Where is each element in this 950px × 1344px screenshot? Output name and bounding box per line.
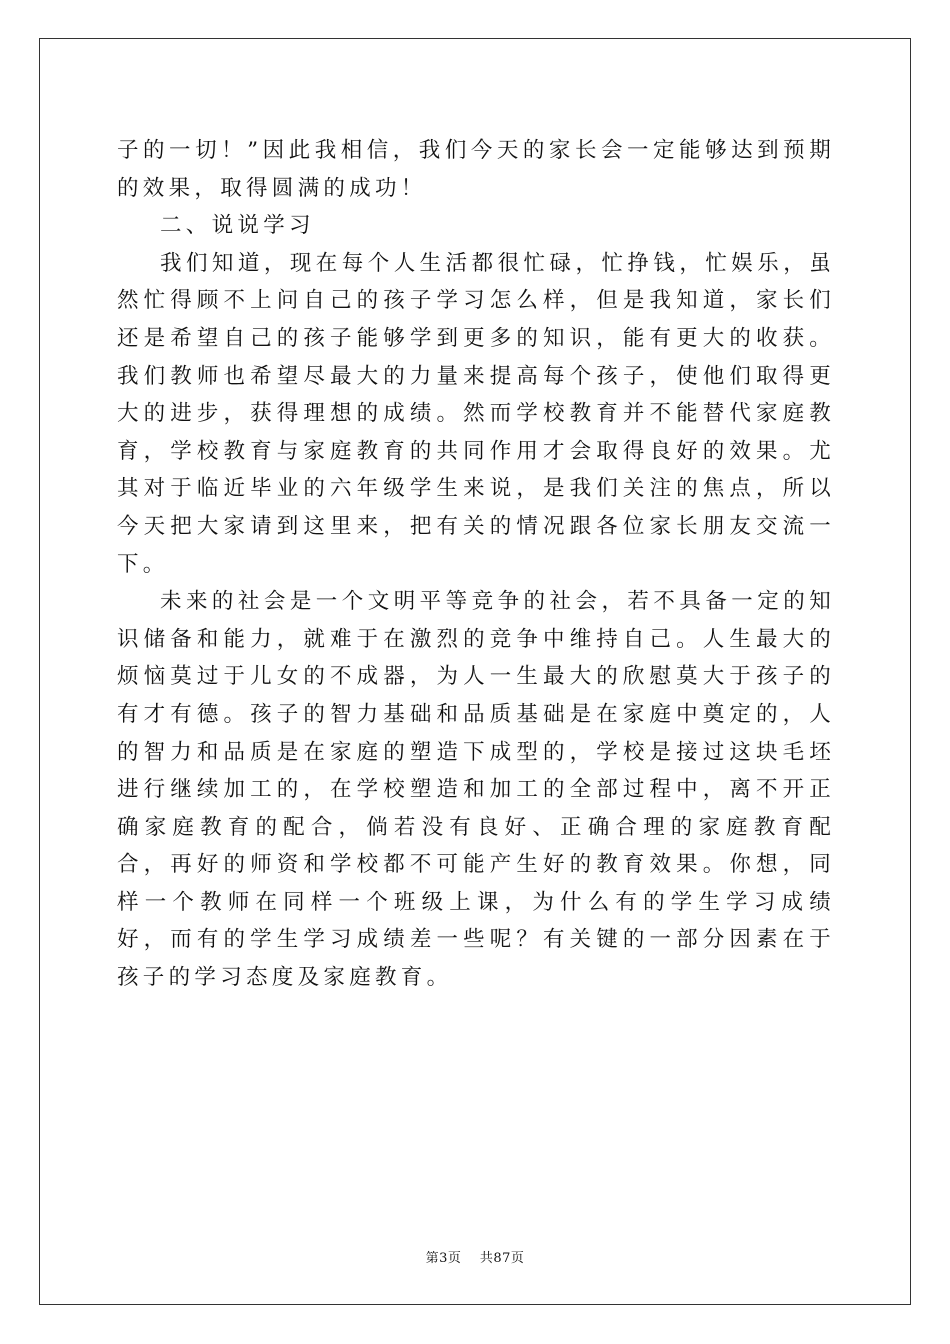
page-number: 第3页 (425, 1251, 462, 1266)
document-body (117, 132, 835, 997)
page-total: 共87页 (479, 1251, 525, 1266)
paragraph-continuation: 子的一切！”因此我相信，我们今天的家长会一定能够达到预期的效果，取得圆满的成功！ (117, 138, 835, 201)
paragraph: 未来的社会是一个文明平等竞争的社会，若不具备一定的知识储备和能力，就难于在激烈的竞争中维持自己。人生最大的烦恼莫过于儿女的不成器，为人一生最大的欣慰莫大于孩子的有才有德。孩子的智力基础和品质基础是在家庭中奠定的，人的智力和品质是在家庭的塑造下成型的，学校是接过这块毛坯进行继续加工的，在学校塑造和加工的全部过程中，离不开正确家庭教育的配合，倘若没有良好、正确合理的家庭教育配合，再好的师资和学校都不可能产生好的教育效果。你想，同样一个教师在同样一个班级上课，为什么有的学生学习成绩好，而有的学生学习成绩差一些呢？有关键的一部分因素在于孩子的学习态度及家庭教育。 (117, 589, 835, 991)
paragraph: 我们知道，现在每个人生活都很忙碌，忙挣钱，忙娱乐，虽然忙得顾不上问自己的孩子学习怎么样，但是我知道，家长们还是希望自己的孩子能够学到更多的知识，能有更大的收获。我们教师也希望尽最大的力量来提高每个孩子，使他们取得更大的进步，获得理想的成绩。然而学校教育并不能替代家庭教育，学校教育与家庭教育的共同作用才会取得良好的效果。尤其对于临近毕业的六年级学生来说，是我们关注的焦点，所以今天把大家请到这里来，把有关的情况跟各位家长朋友交流一下。 (117, 250, 835, 577)
page-footer (0, 1247, 950, 1266)
section-heading: 二、说说学习 (160, 213, 315, 239)
